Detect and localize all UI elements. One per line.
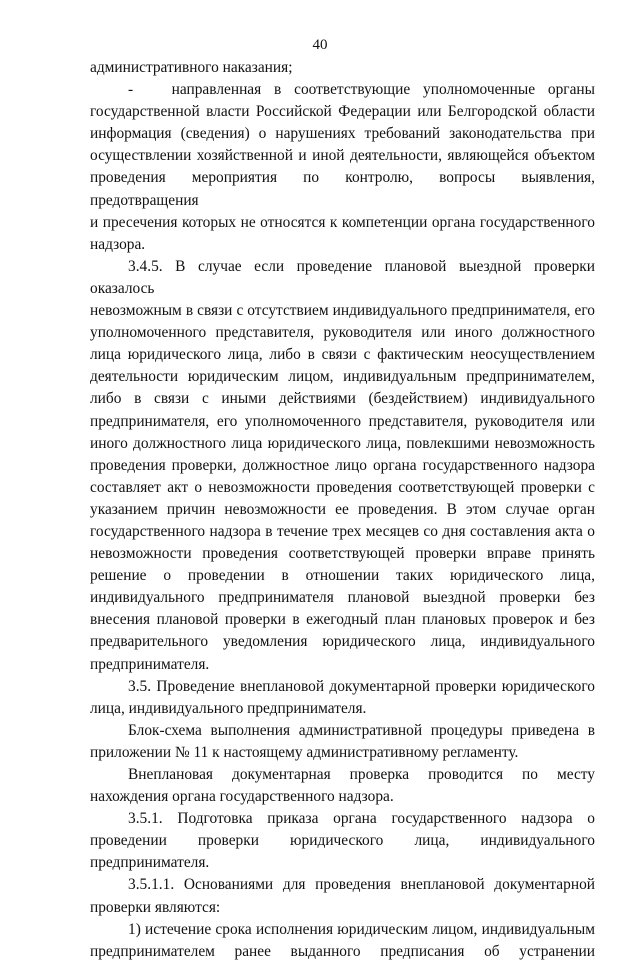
text-line: государственного надзора в течение трех месяцев со дня составления акта о	[90, 522, 595, 540]
text-line: решение о проведении в отношении таких юридического лица,	[90, 567, 595, 585]
text-line: 1) истечение срока исполнения юридическим лицом, индивидуальным	[128, 920, 595, 938]
paragraph	[90, 720, 595, 764]
text-line: предпринимателя, его уполномоченного представителя, руководителя или	[90, 412, 595, 430]
document-body	[90, 57, 595, 963]
text-line: Внеплановая документарная проверка проводится по месту	[128, 766, 595, 783]
text-line: лица, индивидуального предпринимателя.	[90, 699, 367, 717]
text-line: внесения плановой проверки в ежегодный план плановых проверок и без	[90, 611, 595, 629]
text-line: уполномоченного представителя, руководителя или иного должностного	[90, 324, 595, 342]
text-line: иного должностного лица юридического лица, повлекшими невозможность	[90, 434, 595, 452]
text-line: административного наказания;	[90, 59, 293, 76]
text-line: деятельности юридическим лицом, индивидуальным предпринимателем,	[90, 368, 595, 386]
text-line: 3.5.1. Подготовка приказа органа государственного надзора о	[128, 810, 595, 828]
paragraph	[90, 874, 595, 918]
text-line: осуществлении хозяйственной и иной деятельности, являющейся объектом	[90, 147, 595, 165]
text-line: указанием причин невозможности ее проведения. В этом случае орган	[90, 500, 595, 518]
paragraph	[90, 919, 595, 963]
text-line: государственной власти Российской Федерации или Белгородской области	[90, 103, 595, 121]
paragraph	[90, 676, 595, 720]
text-line: предварительного уведомления юридического лица, индивидуального	[90, 633, 595, 651]
text-line: нахождения органа государственного надзора.	[90, 788, 394, 806]
text-line: Блок-схема выполнения административной процедуры приведена в	[128, 721, 595, 739]
text-line: проверки являются:	[90, 898, 221, 916]
text-line: проведения мероприятия по контролю, вопросы выявления, предотвращения	[90, 169, 595, 209]
text-line: 3.5. Проведение внеплановой документарной проверки юридического	[128, 677, 595, 695]
text-line: надзора.	[90, 235, 146, 253]
text-line: индивидуального предпринимателя плановой выездной проверки без	[90, 589, 595, 607]
text-line: предпринимателя.	[90, 854, 210, 872]
text-line: составляет акт о невозможности проведения соответствующей проверки с	[90, 478, 595, 496]
paragraph	[90, 57, 595, 79]
text-line: проведении проверки юридического лица, индивидуального	[90, 832, 595, 850]
text-line: лица юридического лица, либо в связи с фактическим неосуществлением	[90, 346, 595, 364]
text-line: информация (сведения) о нарушениях требований законодательства при	[90, 125, 595, 143]
text-line: предпринимателем ранее выданного предписания об устранении	[90, 942, 595, 960]
text-line: приложении № 11 к настоящему административному регламенту.	[90, 743, 519, 761]
text-line: либо в связи с иными действиями (бездействием) индивидуального	[90, 390, 595, 408]
text-line: проведения проверки, должностное лицо органа государственного надзора	[90, 456, 595, 474]
paragraph	[90, 764, 595, 808]
paragraph	[90, 808, 595, 874]
text-line: 3.5.1.1. Основаниями для проведения внеплановой документарной	[128, 876, 595, 894]
text-line: предпринимателя.	[90, 655, 210, 673]
text-line: и пресечения которых не относятся к компетенции органа государственного	[90, 213, 595, 231]
paragraph	[90, 79, 595, 256]
text-line: невозможным в связи с отсутствием индивидуального предпринимателя, его	[90, 302, 595, 320]
page-number: 40	[312, 37, 328, 53]
text-line: 3.4.5. В случае если проведение плановой выездной проверки оказалось	[90, 257, 595, 297]
text-line: - направленная в соответствующие уполномоченные органы	[128, 81, 595, 99]
text-line: невозможности проведения соответствующей проверки вправе принять	[90, 545, 595, 563]
paragraph	[90, 256, 595, 676]
